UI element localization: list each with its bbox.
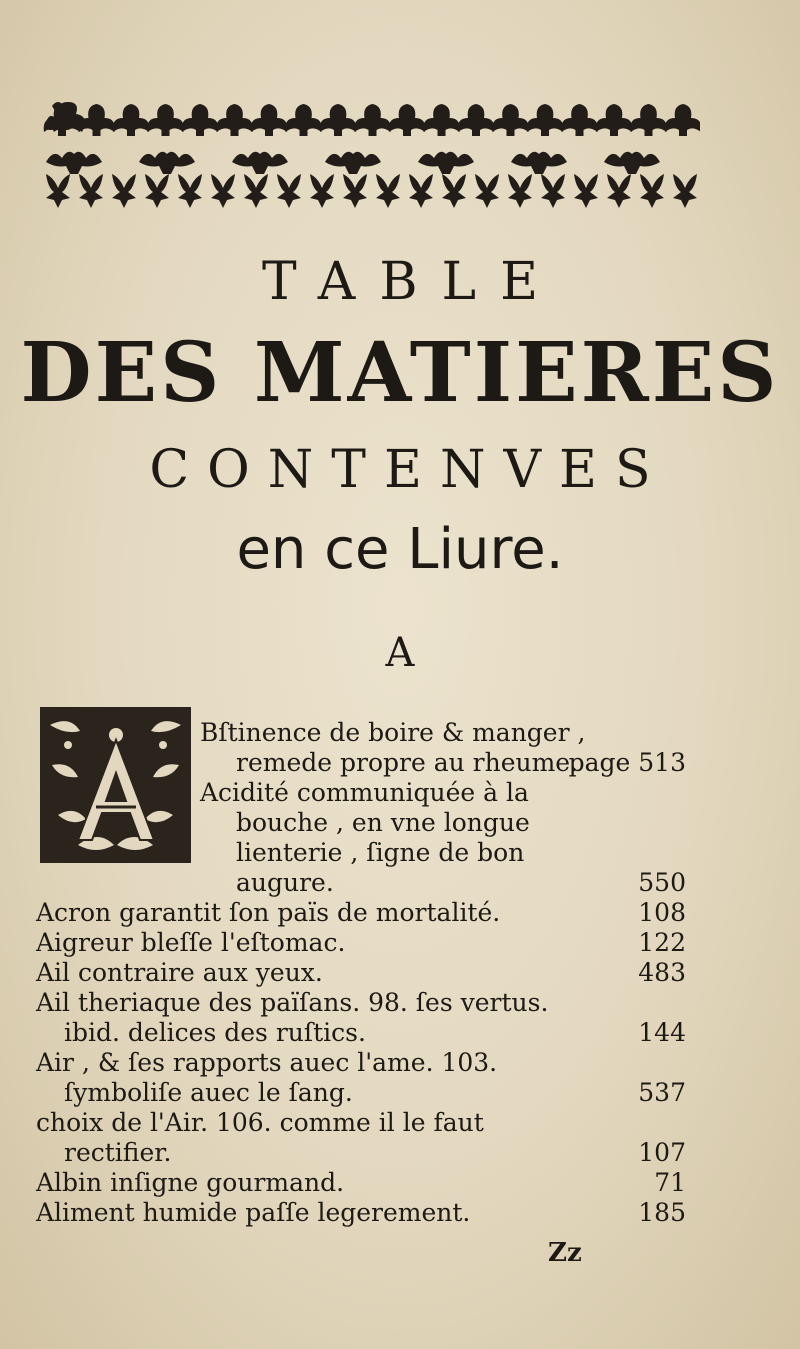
- fleur-de-lis: [607, 174, 631, 208]
- index-entry: [36, 1048, 686, 1108]
- title-des-matieres: DES MATIERES: [20, 325, 780, 421]
- entry-text: Ail theriaque des païſans. 98. ſes vertus. ibid. delices des ruſtics.: [36, 988, 549, 1047]
- fleur-de-lis: [46, 174, 70, 208]
- entry-page: 144: [638, 1018, 686, 1047]
- fleur-de-lis: [211, 174, 235, 208]
- entry-page: 483: [638, 958, 686, 987]
- fleur-de-lis: [673, 174, 697, 208]
- section-letter: A: [385, 630, 415, 676]
- fleur-de-lis: [79, 174, 103, 208]
- entry-text: Acron garantit ſon païs de mortalité.: [36, 898, 501, 927]
- entry-text: Aliment humide paſſe legerement.: [36, 1198, 471, 1227]
- title-contenues: CONTENVES: [149, 440, 669, 500]
- fleur-de-lis: [508, 174, 532, 208]
- knot-ornament: [232, 152, 288, 174]
- fleur-de-lis: [178, 174, 202, 208]
- fleuron: [492, 104, 529, 136]
- fleur-de-lis: [145, 174, 169, 208]
- fleur-de-lis: [277, 174, 301, 208]
- knot-ornament: [418, 152, 474, 174]
- title-en-ce-livre: en ce Liure.: [236, 517, 564, 582]
- entry-text: choix de l'Air. 106. comme il le faut rectifier.: [36, 1108, 484, 1167]
- index-entry: [36, 1168, 686, 1198]
- fleuron: [596, 104, 633, 136]
- fleuron: [458, 104, 495, 136]
- fleuron: [285, 104, 322, 136]
- fleuron: [665, 104, 700, 136]
- entry-page: page 513: [568, 748, 686, 777]
- index-entries: [36, 718, 686, 1228]
- knot-ornament: [139, 152, 195, 174]
- fleur-de-lis: [244, 174, 268, 208]
- entry-text: Acidité communiquée à la bouche , en vne longue lienterie , ſigne de bon augure.: [200, 778, 530, 897]
- fleuron: [389, 104, 426, 136]
- fleur-de-lis: [343, 174, 367, 208]
- entry-page: 122: [638, 928, 686, 957]
- fleuron: [113, 104, 150, 136]
- entry-page: 185: [638, 1198, 686, 1227]
- entry-page: 71: [654, 1168, 686, 1197]
- fleur-de-lis: [310, 174, 334, 208]
- fleuron-border-icon: [40, 98, 700, 216]
- fleuron: [216, 104, 253, 136]
- entry-page: 108: [638, 898, 686, 927]
- fleur-de-lis: [112, 174, 136, 208]
- index-entry: [36, 1198, 686, 1228]
- fleuron: [527, 104, 564, 136]
- entry-text: Air , & ſes rapports auec l'ame. 103. ſymboliſe auec le ſang.: [36, 1048, 498, 1107]
- fleuron: [630, 104, 667, 136]
- fleur-de-lis: [640, 174, 664, 208]
- index-entry: [36, 1108, 686, 1168]
- entry-text: Bſtinence de boire & manger , remede propre au rheume.: [200, 718, 586, 777]
- entry-text: Aigreur bleſſe l'eſtomac.: [36, 928, 346, 957]
- entry-page: 107: [638, 1138, 686, 1167]
- signature-mark: Zz: [548, 1238, 582, 1268]
- fleur-de-lis: [475, 174, 499, 208]
- entry-page: 550: [638, 868, 686, 897]
- fleuron: [147, 104, 184, 136]
- fleuron: [182, 104, 219, 136]
- knot-ornament: [325, 152, 381, 174]
- fleuron: [320, 104, 357, 136]
- knot-ornament: [604, 152, 660, 174]
- fleuron: [251, 104, 288, 136]
- index-entry: [36, 718, 686, 778]
- fleur-de-lis: [376, 174, 400, 208]
- index-entry: [36, 958, 686, 988]
- title-table: TABLE: [261, 252, 563, 312]
- entry-text: Ail contraire aux yeux.: [36, 958, 323, 987]
- fleur-de-lis: [541, 174, 565, 208]
- fleuron: [561, 104, 598, 136]
- fleuron: [354, 104, 391, 136]
- fleuron: [423, 104, 460, 136]
- fleur-de-lis: [574, 174, 598, 208]
- entry-page: 537: [638, 1078, 686, 1107]
- index-entry: [36, 988, 686, 1048]
- knot-ornament: [46, 152, 102, 174]
- fleur-de-lis: [442, 174, 466, 208]
- fleuron: [78, 104, 115, 136]
- fleur-de-lis: [409, 174, 433, 208]
- index-entry: [36, 898, 686, 928]
- knot-ornament: [511, 152, 567, 174]
- entry-text: Albin inſigne gourmand.: [36, 1168, 345, 1197]
- index-entry: [36, 778, 686, 898]
- index-entry: [36, 928, 686, 958]
